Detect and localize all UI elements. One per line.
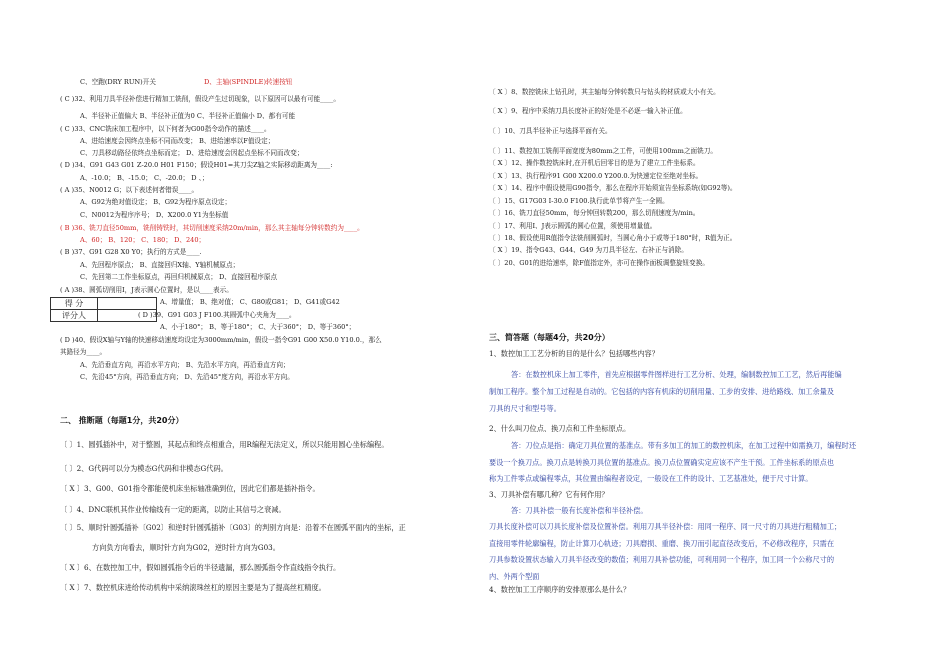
judge-section-title: 二、 推断题（每题1分，共20分） [60,416,184,425]
judge-item: 〔 〕2、G代码可以分为模态G代码和非模态G代码。 [60,464,228,473]
judge-item: 〔 〕1、圆弧插补中，对于整圆，其起点和终点相重合，用R编程无法定义，所以只能用圆心坐标编程。 [60,440,389,449]
short-answer-line: 答：在数控机床上加工零件，首先应根据零件图样进行工艺分析、处理，编制数控加工工艺，然后再能编 [511,370,842,379]
score-cell [98,298,157,310]
judge-item: 〔 X 〕7、数控机床进给传动机构中采纳滚珠丝杠的原因主要是为了提高丝杠精度。 [60,583,326,592]
judge-item: 〔 X 〕14、程序中假设使用G90指令，那么在程序开始须宣告坐标系统(如G92等)。 [489,184,737,192]
question-line: C、N0012为程序序号； D、X200.0 Y1为坐标值 [80,211,229,219]
question-line: D、主轴(SPINDLE)转速按钮 [204,78,293,86]
judge-item: 〔 〕4、DNC联机其作业传输线有一定的距离，以防止其信号之衰减。 [60,505,286,514]
short-answer-line: 制加工程序。整个加工过程是自动的。它包括的内容有机床的切削用量、工步的安排、进给路线、加工余量及 [489,387,835,396]
score-table [50,297,157,322]
score-label: 得 分 [51,298,98,310]
question-line: A、先沿垂直方向，再沿水平方向； B、先沿水平方向，再沿垂直方向； [80,361,290,369]
judge-item: 〔 X 〕9、程序中采纳刀具长度补正的好处是不必逐一输入补正值。 [489,107,687,115]
judge-item: 〔 〕16、铣刀直径50mm，每分钟回转数200，那么切削速度为/min。 [489,209,700,217]
grader-label: 评分人 [51,310,98,322]
judge-item: 〔 〕17、利用I、J表示圆弧的圆心位置，须使用增量值。 [489,222,657,230]
question-line: A、先回程序原点； B、直接回归X轴、Y轴机械原点； [80,261,240,269]
question-line: ( D )40、假设X轴与Y轴的快速移动速度均设定为3000mm/min，假设一指令G91 G00 X50.0 Y10.0.，那么 [60,336,382,344]
question-line: C、空跑(DRY RUN)开关 [80,78,156,86]
question-line: ( A )38、圆弧切削用I，J表示圆心位置时，是以____表示。 [60,286,233,294]
question-line: A、G92为绝对值设定； B、G92为程序原点设定； [80,198,232,206]
short-answer-line: 要设一个换刀点。换刀点是转换刀具位置的基准点。换刀点位置确实定应该不产生干预。工件坐标系的原点也 [489,458,835,467]
short-answer-line: 答：刀具补偿一般有长度补偿和半径补偿。 [511,506,648,515]
short-answer-line: 1、数控加工工艺分析的目的是什么？包括哪些内容？ [489,349,659,358]
question-line: ( B )37、G91 G28 X0 Y0；执行的方式是____. [60,248,202,256]
judge-item: 〔 X 〕3、G00、G01指令都能使机床坐标轴准确到位，因此它们都是插补指令。 [60,484,320,493]
grader-cell [98,310,157,322]
short-answer-line: 直接用零件轮廓编程，防止计算刀心轨迹；刀具磨损、重磨、换刀而引起直径改变后，不必修改程序，只需在 [489,539,835,548]
judge-item: 方向负方向看去，顺时针方向为G02，逆时针方向为G03。 [92,543,280,552]
question-line: C、先沿45°方向，再沿垂直方向； D、先沿45°度方向，再沿水平方向。 [80,373,294,381]
question-line: ( C )32、利用刀具半径补偿进行精加工铣削，假设产生过切现象，以下原因可以最有可能____。 [60,95,340,103]
question-line: ( D )34、G91 G43 G01 Z-20.0 H01 F150；假设H01=其刀尖Z轴之实际移动距离为____: [60,161,333,169]
short-answer-line: 内、外两个型面 [489,572,540,581]
judge-item: 〔 X 〕8、数控铣床上钻孔时，其主轴每分钟转数只与钻头的材质或大小有关。 [489,88,720,96]
judge-item: 〔 〕15、G17G03 I-30.0 F100.执行此单节将产生一全圆。 [489,197,669,205]
judge-item: 〔 〕5、顺时针圆弧插补〔G02〕和逆时针圆弧插补〔G03〕的判别方向是：沿着不在圆弧平面内的坐标，正 [60,523,406,532]
judge-item: 〔 〕11、数控加工铣削平面宽度为80mm之工件，可使用100mm之面铣刀。 [489,147,717,155]
question-line: A、半径补正值偏大 B、半径补正值为0 C、半径补正值偏小 D、都有可能 [80,112,296,120]
question-line: A、小于180°； B、等于180°； C、大于360°； D、等于360°； [160,323,356,331]
judge-item: 〔 X 〕13、执行程序91 G00 X200.0 Y200.0.为快速定位至绝对坐标。 [489,172,703,180]
judge-item: 〔 〕18、假设使用R值指令法铣削圆弧时，当圆心角小于或等于180°时，R值为正。 [489,234,737,242]
question-line: ( C )33、CNC铣床加工程序中，以下何者为G00指令动作的描述____。 [60,125,271,133]
short-answer-line: 刀具的尺寸和型号等。 [489,404,561,413]
short-answer-line: 刀具长度补偿可以刀具长度补偿及位置补偿。利用刀具半径补偿：用同一程序、同一尺寸的刀具进行粗精加工； [489,522,842,531]
judge-item: 〔 X 〕6、在数控加工中，假如圆弧指令后的半径遗漏，那么圆弧指令作直线指令执行。 [60,563,341,572]
question-line: A、进给速度会因终点坐标不同而改变； B、进给速率以F值设定； [80,137,275,145]
short-answer-line: 4、数控加工工序顺序的安排原那么是什么？ [489,585,631,594]
short-answer-section-title: 三、简答题（每题4分，共20分） [489,333,610,342]
question-line: ( A )35、N0012 G；以下表述何者错误____。 [60,186,199,194]
short-answer-line: 答：刀位点是指：确定刀具位置的基准点。带有多加工的加工的数控机床，在加工过程中如需换刀，编程时还 [511,441,857,450]
short-answer-line: 3、刀具补偿有哪几种？它有何作用？ [489,490,609,499]
short-answer-line: 刀具参数设置状态输入刀具半径改变的数值；利用刀具补偿功能，可利用同一个程序，加工同一个公称尺寸的 [489,555,835,564]
judge-item: 〔 X 〕12、操作数控铣床时,在开机后回零目的是为了建立工件坐标系。 [489,159,700,167]
question-line: C、刀具移动路径依终点坐标而定； D、进给速度会因起点坐标不同而改变； [80,149,304,157]
question-line: 其路径为____。 [60,348,107,356]
judge-item: 〔 X 〕19、指令G43、G44、G49 为刀具半径左、右补正与消除。 [489,246,688,254]
question-line: A、-10.0； B、-15.0； C、-20.0； D 、； [80,174,209,182]
judge-item: 〔 〕20、G01的进给速率，除F值指定外，亦可在操作面板调整旋钮变换。 [489,259,709,267]
question-line: C、先回第二工作坐标原点，再回归机械原点； D、直接回程序原点 [80,273,278,281]
question-line: A、增量值； B、绝对值； C、G80或G81； D、G41或G42 [160,298,340,306]
question-line: ( B )36、铣刀直径50mm，铣削铸铁时，其切削速度采纳20m/min，那么其主轴每分钟转数约为____。 [60,224,364,232]
short-answer-line: 称为工件零点或编程零点，其位置由编程者设定，一般设在工件的设计、工艺基准处，便于尺寸计算。 [489,474,813,483]
short-answer-line: 2、什么叫刀位点、换刀点和工件坐标原点。 [489,424,631,433]
question-line: ( D )39、G91 G03 J F100.其圆弧中心夹角为____。 [138,311,296,319]
judge-item: 〔 〕10、刀具半径补正与选择平面有关。 [489,127,612,135]
question-line: A、60； B、120； C、180； D、240； [80,236,206,244]
